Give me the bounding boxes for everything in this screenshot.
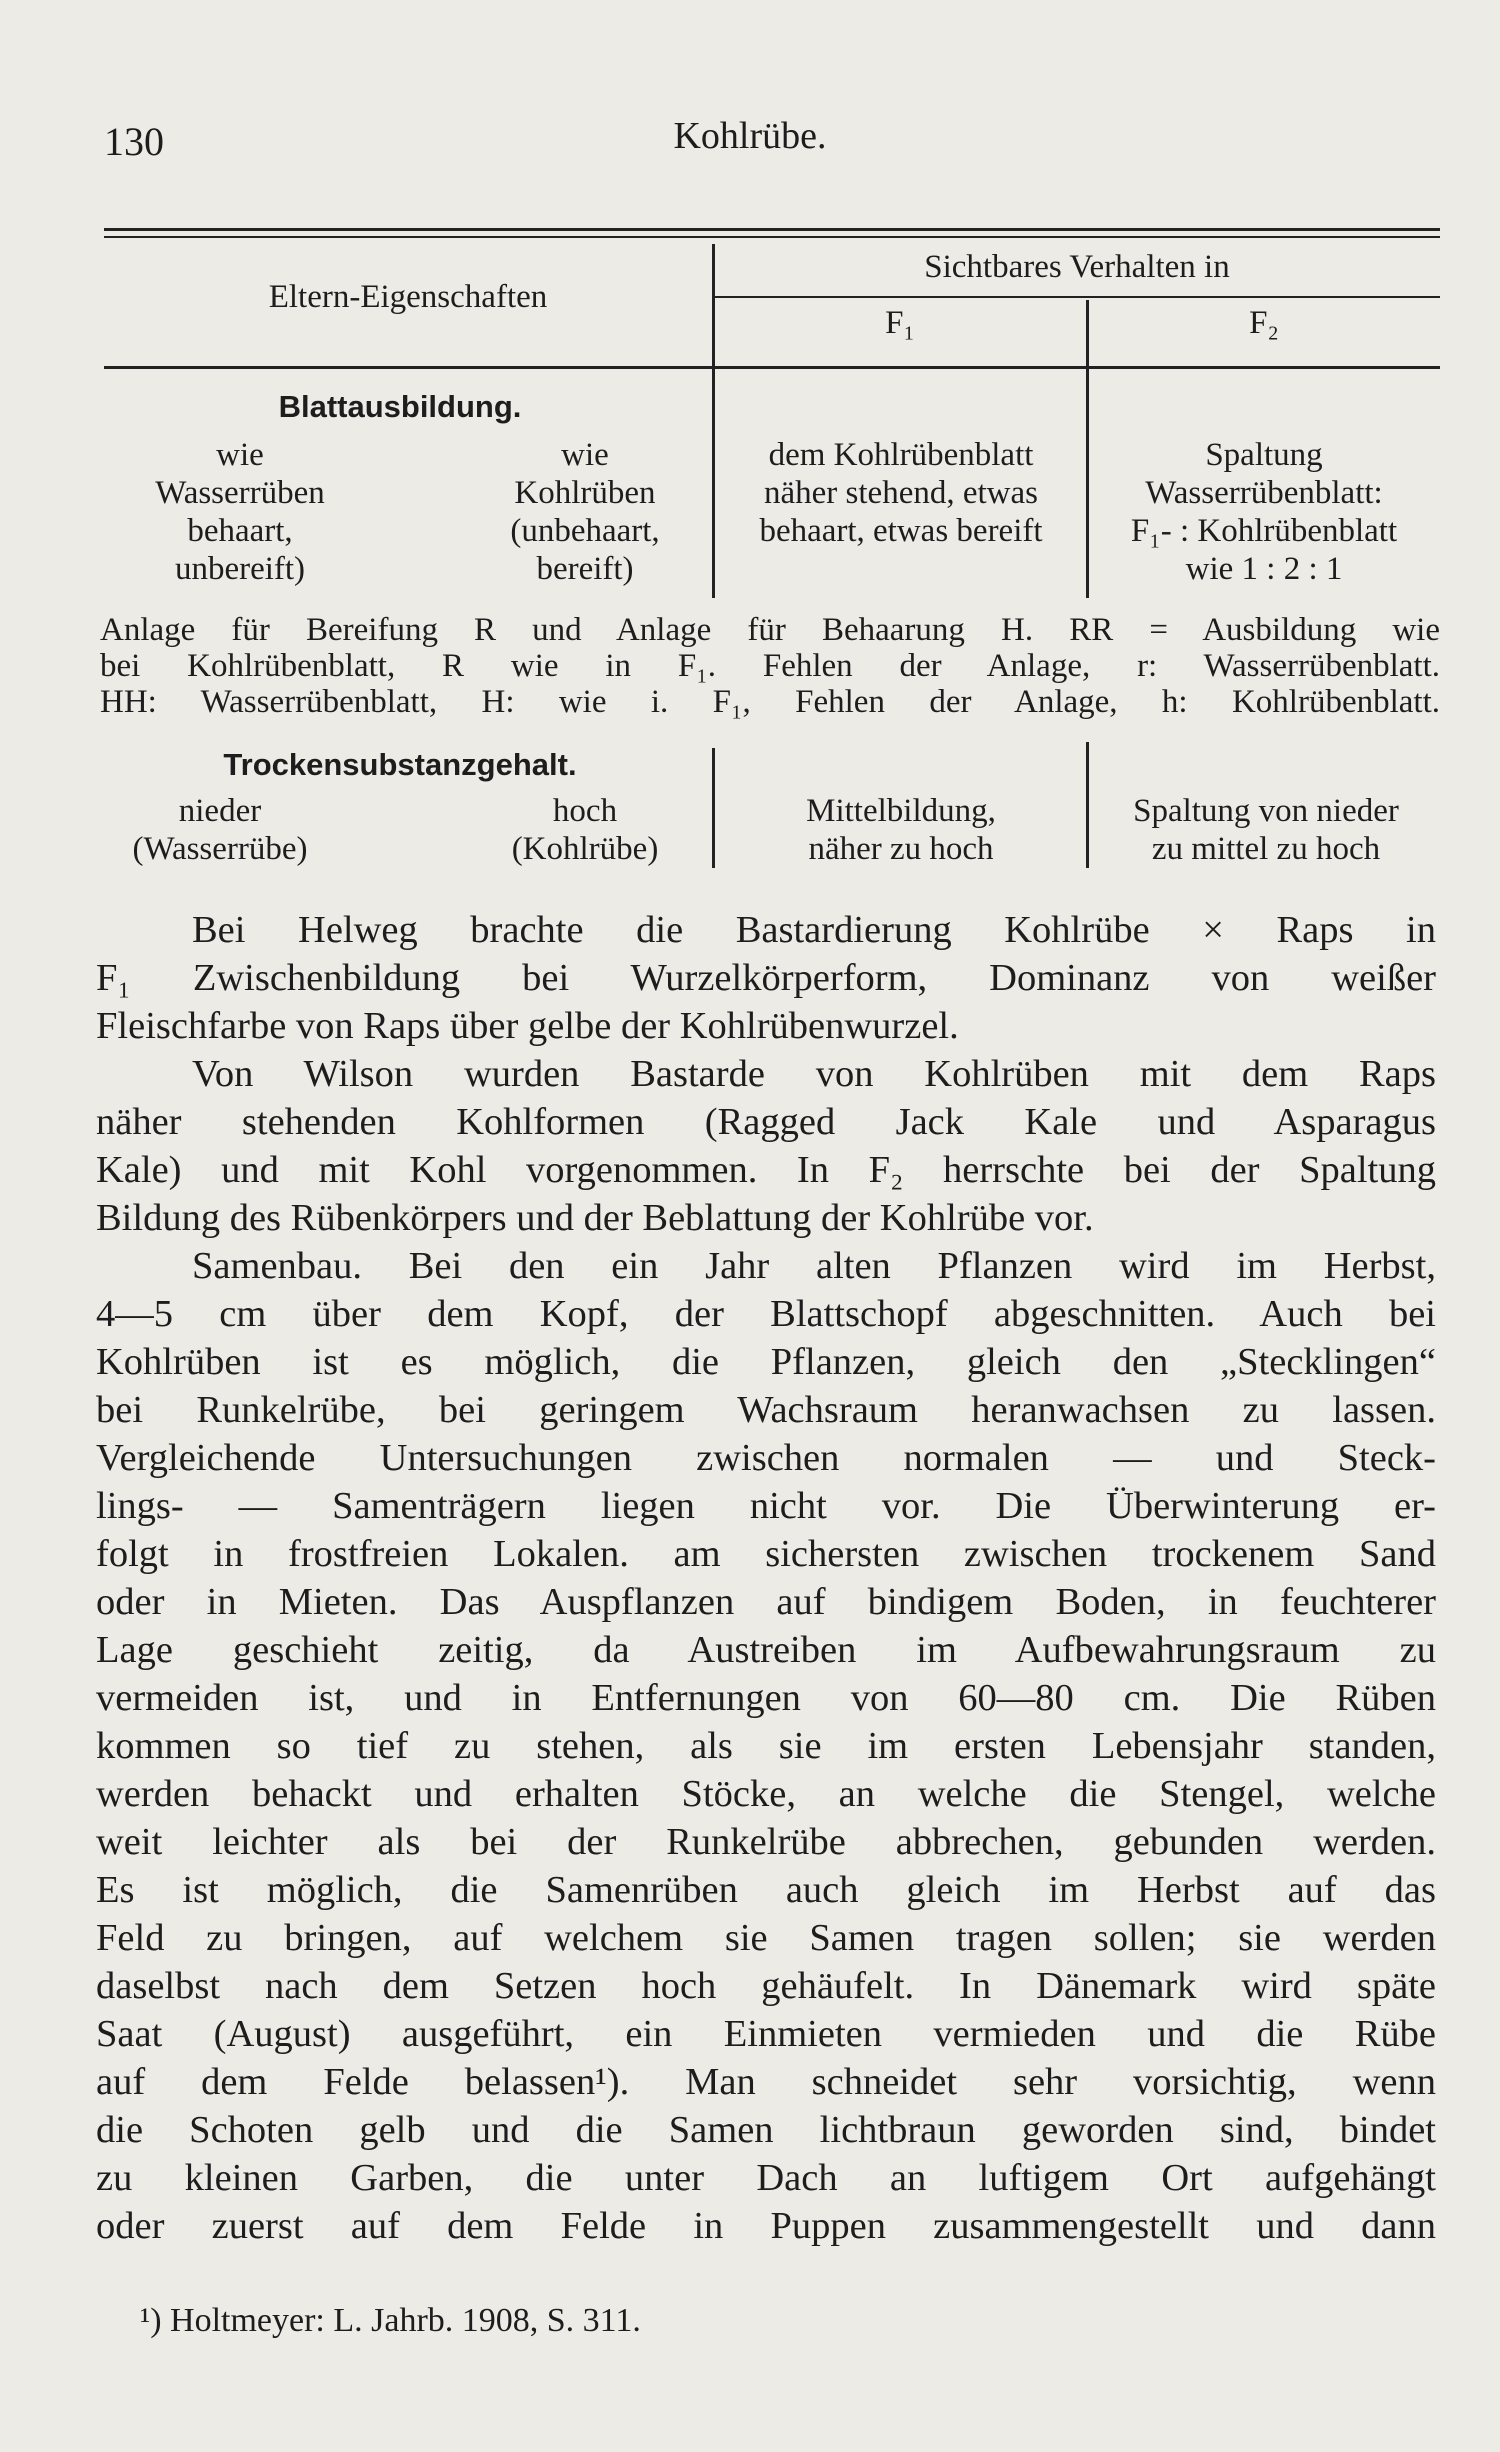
paragraph-3-line: daselbst nach dem Setzen hoch gehäufelt. In Dänemark wird späte: [96, 1965, 1436, 2007]
paragraph-3-line: Es ist möglich, die Samenrüben auch gleich im Herbst auf das: [96, 1869, 1436, 1911]
column-divider-main: [712, 244, 715, 598]
parent-left-2: nieder (Wasserrübe): [132, 793, 308, 867]
paragraph-3-line: kommen so tief zu stehen, als sie im ersten Lebensjahr standen,: [96, 1725, 1436, 1767]
section-title-trocken: Trockensubstanzgehalt.: [223, 747, 577, 782]
header-parents: Eltern-Eigenschaften: [268, 279, 548, 315]
paragraph-3-line: Kohlrüben ist es möglich, die Pflanzen, gleich den „Stecklingen“: [96, 1341, 1436, 1383]
paragraph-2-line: Bildung des Rübenkörpers und der Beblattung der Kohlrübe vor.: [96, 1197, 1094, 1239]
paragraph-3-line: Lage geschieht zeitig, da Austreiben im Aufbewahrungsraum zu: [96, 1629, 1436, 1671]
column-divider-f1f2: [1086, 300, 1089, 598]
paragraph-1-line: F₁ Zwischenbildung bei Wurzelkörperform, Dominanz von weißer: [96, 957, 1436, 999]
parent-right-2: hoch (Kohlrübe): [511, 793, 659, 867]
running-title: Kohlrübe.: [673, 115, 827, 157]
header-f1: F₁: [885, 305, 915, 341]
f2-cell-1: Spaltung Wasserrübenblatt: F₁- : Kohlrübenblatt wie 1 : 2 : 1: [1130, 437, 1398, 587]
paragraph-3-line: oder zuerst auf dem Felde in Puppen zusammengestellt und dann: [96, 2205, 1436, 2247]
paragraph-3-line: Feld zu bringen, auf welchem sie Samen tragen sollen; sie werden: [96, 1917, 1436, 1959]
column-divider-main-2: [712, 748, 715, 868]
footnote: ¹) Holtmeyer: L. Jahrb. 1908, S. 311.: [140, 2302, 641, 2339]
section-title-blatt: Blattausbildung.: [278, 389, 522, 424]
f2-cell-2: Spaltung von nieder zu mittel zu hoch: [1133, 793, 1399, 867]
header-visible: Sichtbares Verhalten in: [924, 249, 1230, 285]
table-header-rule: [104, 366, 1440, 369]
paragraph-1-line: Fleischfarbe von Raps über gelbe der Kohlrübenwurzel.: [96, 1005, 959, 1047]
body-text: [96, 906, 1436, 2250]
parent-left-1: wie Wasserrüben behaart, unbereift): [155, 437, 325, 587]
paragraph-2-line: Kale) und mit Kohl vorgenommen. In F₂ herrschte bei der Spaltung: [96, 1149, 1436, 1191]
page-number: 130: [104, 119, 164, 164]
table-note: Anlage für Bereifung R und Anlage für Behaarung H. RR = Ausbildung wie bei Kohlrübenblatt, R wie in F₁. Fehlen der Anlage, r: Wasserrübenblatt. HH: Wasserrübenblatt, H: wie i. F₁, Fehlen der Anlage, h: Kohlrübenblatt.: [100, 612, 1440, 720]
paragraph-3-line: werden behackt und erhalten Stöcke, an welche die Stengel, welche: [96, 1773, 1436, 1815]
paragraph-2-line: näher stehenden Kohlformen (Ragged Jack Kale und Asparagus: [96, 1101, 1436, 1143]
header-f2: F₂: [1249, 305, 1279, 341]
f1-cell-2: Mittelbildung, näher zu hoch: [806, 793, 996, 867]
paragraph-2-line: Von Wilson wurden Bastarde von Kohlrüben mit dem Raps: [192, 1053, 1436, 1095]
paragraph-3-line: zu kleinen Garben, die unter Dach an luftigem Ort aufgehängt: [96, 2157, 1436, 2199]
paragraph-3-line: oder in Mieten. Das Auspflanzen auf bindigem Boden, in feuchterer: [96, 1581, 1436, 1623]
paragraph-3-line: 4—5 cm über dem Kopf, der Blattschopf abgeschnitten. Auch bei: [96, 1293, 1436, 1335]
paragraph-3-line: die Schoten gelb und die Samen lichtbraun geworden sind, bindet: [96, 2109, 1436, 2151]
paragraph-3-line: Vergleichende Untersuchungen zwischen normalen — und Steck-: [96, 1437, 1436, 1479]
column-divider-f1f2-2: [1086, 742, 1089, 868]
parent-right-1: wie Kohlrüben (unbehaart, bereift): [510, 437, 660, 587]
header-subrule: [714, 296, 1440, 298]
paragraph-3-line: auf dem Felde belassen¹). Man schneidet sehr vorsichtig, wenn: [96, 2061, 1436, 2103]
paragraph-1-line: Bei Helweg brachte die Bastardierung Kohlrübe × Raps in: [192, 909, 1436, 951]
paragraph-3-line: weit leichter als bei der Runkelrübe abbrechen, gebunden werden.: [96, 1821, 1436, 1863]
table-top-rule-2: [104, 236, 1440, 238]
paragraph-3-line: folgt in frostfreien Lokalen. am sichersten zwischen trockenem Sand: [96, 1533, 1436, 1575]
paragraph-3-line: Saat (August) ausgeführt, ein Einmieten vermieden und die Rübe: [96, 2013, 1436, 2055]
paragraph-3-line: bei Runkelrübe, bei geringem Wachsraum heranwachsen zu lassen.: [96, 1389, 1436, 1431]
paragraph-3-line: Samenbau. Bei den ein Jahr alten Pflanzen wird im Herbst,: [192, 1245, 1436, 1287]
table-top-rule: [104, 228, 1440, 231]
paragraph-3-line: lings- — Samenträgern liegen nicht vor. Die Überwinterung er-: [96, 1485, 1436, 1527]
f1-cell-1: dem Kohlrübenblatt näher stehend, etwas behaart, etwas bereift: [759, 437, 1043, 549]
paragraph-3-line: vermeiden ist, und in Entfernungen von 60—80 cm. Die Rüben: [96, 1677, 1436, 1719]
